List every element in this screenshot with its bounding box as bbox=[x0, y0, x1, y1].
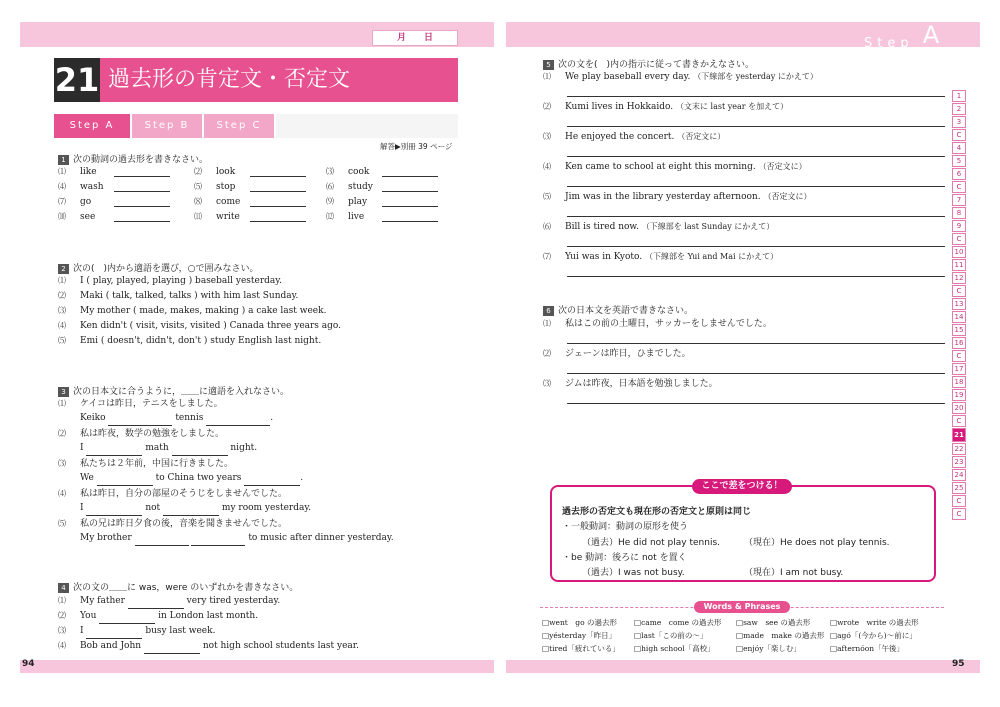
q3-english: My brother to music after dinner yesterday. bbox=[58, 531, 394, 546]
tip-headline: 過去形の否定文も現在形の否定文と原則は同じ bbox=[562, 507, 752, 517]
side-tab[interactable]: 23 bbox=[952, 456, 966, 468]
q2-list bbox=[58, 273, 341, 348]
q1-item: ⑴ like bbox=[58, 166, 170, 177]
q3-english: I not my room yesterday. bbox=[58, 501, 394, 516]
tip-example-past: （過去）I was not busy. bbox=[582, 568, 685, 578]
tip-bullet-be-verb: ・be 動詞：後ろに not を置く bbox=[562, 553, 687, 563]
word-item: □went go の過去形 bbox=[542, 618, 617, 627]
word-item: □yésterday「昨日」 bbox=[542, 631, 617, 640]
q1-item: ⑺ go bbox=[58, 196, 170, 207]
q1-item: ⑹ study bbox=[326, 181, 438, 192]
answer-line[interactable] bbox=[567, 246, 945, 247]
q3-english: We to China two years . bbox=[58, 471, 394, 486]
answer-blank[interactable] bbox=[250, 211, 306, 222]
word-item: □made make の過去形 bbox=[736, 631, 825, 640]
q1-header bbox=[58, 152, 208, 165]
q1-item: ⑻ come bbox=[194, 196, 306, 207]
lesson-title-banner bbox=[54, 58, 458, 102]
q1-item: ⑽ see bbox=[58, 211, 170, 222]
side-tab[interactable]: 20 bbox=[952, 402, 966, 414]
answer-blank[interactable] bbox=[206, 415, 270, 426]
side-tab[interactable]: 16 bbox=[952, 337, 966, 349]
side-tab[interactable]: C bbox=[952, 285, 966, 297]
side-tab[interactable]: 15 bbox=[952, 324, 966, 336]
q2-instruction: 次の( )内から適語を選び，○で囲みなさい。 bbox=[73, 264, 259, 274]
answer-blank[interactable] bbox=[250, 196, 306, 207]
q5-list bbox=[543, 69, 943, 284]
q1-item: ⑿ live bbox=[326, 211, 438, 222]
q5-item: ⑷ Ken came to school at eight this morning. （否定文に） bbox=[543, 162, 807, 172]
side-tab[interactable]: 13 bbox=[952, 298, 966, 310]
lesson-number-box: 21 bbox=[54, 58, 100, 102]
side-tab-current[interactable]: 21 bbox=[952, 428, 966, 442]
q3-japanese: ⑵ 私は昨夜，数学の勉強をしました。 bbox=[58, 429, 225, 439]
answer-line[interactable] bbox=[567, 216, 945, 217]
q6-number: 6 bbox=[543, 306, 554, 316]
answer-blank[interactable] bbox=[191, 535, 245, 546]
q1-instruction: 次の動詞の過去形を書きなさい。 bbox=[73, 155, 209, 165]
q1-item: ⑾ write bbox=[194, 211, 306, 222]
q2-number: 2 bbox=[58, 264, 69, 274]
q1-item: ⑷ wash bbox=[58, 181, 170, 192]
answer-line[interactable] bbox=[567, 373, 945, 374]
side-tab[interactable]: 9 bbox=[952, 220, 966, 232]
side-tab[interactable]: 18 bbox=[952, 376, 966, 388]
step-a-tab[interactable]: Step A bbox=[54, 114, 130, 138]
right-page-number: 95 bbox=[952, 659, 965, 669]
word-item: □wrote write の過去形 bbox=[830, 618, 919, 627]
q5-item: ⑺ Yui was in Kyoto. （下線部を Yui and Mai にかえて） bbox=[543, 252, 779, 262]
side-tab[interactable]: 8 bbox=[952, 207, 966, 219]
q3-english: I math night. bbox=[58, 441, 394, 456]
q4-item: ⑴ My father very tired yesterday. bbox=[58, 593, 359, 608]
word-item: □tired「疲れている」 bbox=[542, 644, 620, 653]
word-item: □enjóy「楽しむ」 bbox=[736, 644, 801, 653]
q3-list bbox=[58, 396, 394, 546]
left-footer-bar bbox=[20, 660, 494, 673]
answer-line[interactable] bbox=[567, 276, 945, 277]
q4-list bbox=[58, 593, 359, 653]
date-box bbox=[372, 30, 458, 46]
left-page-number: 94 bbox=[22, 659, 35, 669]
answer-line[interactable] bbox=[567, 126, 945, 127]
word-item: □saw see の過去形 bbox=[736, 618, 811, 627]
side-tab[interactable]: 19 bbox=[952, 389, 966, 401]
side-tab[interactable]: C bbox=[952, 181, 966, 193]
q4-header bbox=[58, 580, 298, 593]
tip-bullet-general-verb: ・一般動詞：動詞の原形を使う bbox=[562, 522, 689, 532]
words-title: Words & Phrases bbox=[694, 601, 790, 613]
answer-line[interactable] bbox=[567, 343, 945, 344]
side-tab[interactable]: 22 bbox=[952, 443, 966, 455]
answer-blank[interactable] bbox=[382, 211, 438, 222]
answer-blank[interactable] bbox=[97, 475, 153, 486]
side-tab[interactable]: 10 bbox=[952, 246, 966, 258]
side-tab[interactable]: 1 bbox=[952, 90, 966, 102]
side-tab[interactable]: 17 bbox=[952, 363, 966, 375]
q4-number: 4 bbox=[58, 583, 69, 593]
tip-example-present: （現在）I am not busy. bbox=[744, 568, 844, 578]
step-b-tab[interactable]: Step B bbox=[132, 114, 202, 138]
word-item: □high school「高校」 bbox=[634, 644, 715, 653]
q6-item: ⑶ ジムは昨夜，日本語を勉強しました。 bbox=[543, 379, 718, 389]
q3-number: 3 bbox=[58, 387, 69, 397]
date-label: 月 日 bbox=[396, 33, 433, 43]
q1-item: ⑵ look bbox=[194, 166, 306, 177]
lesson-title: 過去形の肯定文・否定文 bbox=[108, 67, 351, 92]
q1-item: ⑸ stop bbox=[194, 181, 306, 192]
side-tab[interactable]: 2 bbox=[952, 103, 966, 115]
answer-blank[interactable] bbox=[144, 643, 200, 654]
answer-blank[interactable] bbox=[172, 445, 228, 456]
q1-item: ⑼ play bbox=[326, 196, 438, 207]
word-item: □agó「(今から)〜前に」 bbox=[830, 631, 917, 640]
answer-blank[interactable] bbox=[86, 445, 142, 456]
q5-item: ⑸ Jim was in the library yesterday afternoon. （否定文に） bbox=[543, 192, 812, 202]
q4-instruction: 次の文の＿＿に was，were のいずれかを書きなさい。 bbox=[73, 583, 299, 593]
q3-japanese: ⑸ 私の兄は昨日夕食の後，音楽を聞きませんでした。 bbox=[58, 519, 288, 529]
answer-blank[interactable] bbox=[114, 181, 170, 192]
q2-item[interactable]: ⑴ I ( play, played, playing ) baseball yesterday. bbox=[58, 276, 283, 286]
side-tab[interactable]: C bbox=[952, 233, 966, 245]
answer-blank[interactable] bbox=[114, 166, 170, 177]
q2-item[interactable]: ⑶ My mother ( made, makes, making ) a cake last week. bbox=[58, 306, 327, 316]
q4-item: ⑶ I busy last week. bbox=[58, 623, 359, 638]
q5-item: ⑹ Bill is tired now. （下線部を last Sunday にかえて） bbox=[543, 222, 775, 232]
q5-number: 5 bbox=[543, 60, 554, 70]
side-tab[interactable]: 5 bbox=[952, 155, 966, 167]
side-tab[interactable]: C bbox=[952, 508, 966, 520]
q3-japanese: ⑴ ケイコは昨日，テニスをしました。 bbox=[58, 399, 223, 409]
q3-english: Keiko tennis . bbox=[58, 411, 394, 426]
q6-instruction: 次の日本文を英語で書きなさい。 bbox=[558, 306, 694, 316]
answer-reference: 解答▶別冊 39 ページ bbox=[380, 142, 453, 151]
step-bar-rest bbox=[276, 114, 458, 138]
q6-list bbox=[543, 316, 943, 408]
answer-line[interactable] bbox=[567, 186, 945, 187]
q3-japanese: ⑷ 私は昨日，自分の部屋のそうじをしませんでした。 bbox=[58, 489, 288, 499]
q5-item: ⑴ We play baseball every day. （下線部を yesterday にかえて） bbox=[543, 72, 818, 82]
side-tab[interactable]: 3 bbox=[952, 116, 966, 128]
q3-instruction: 次の日本文に合うように，＿＿に適語を入れなさい。 bbox=[73, 387, 290, 397]
side-tab[interactable]: 12 bbox=[952, 272, 966, 284]
right-step-label: Step A bbox=[864, 21, 940, 51]
side-tab[interactable]: C bbox=[952, 129, 966, 141]
q5-item: ⑵ Kumi lives in Hokkaido. （文末に last year を加えて） bbox=[543, 102, 789, 112]
answer-blank[interactable] bbox=[108, 415, 172, 426]
tip-box bbox=[550, 481, 936, 582]
answer-blank[interactable] bbox=[382, 196, 438, 207]
side-tab[interactable]: 14 bbox=[952, 311, 966, 323]
q2-item[interactable]: ⑷ Ken didn't ( visit, visits, visited ) Canada three years ago. bbox=[58, 321, 342, 331]
answer-line[interactable] bbox=[567, 403, 945, 404]
q1-number: 1 bbox=[58, 155, 69, 165]
side-tab[interactable]: C bbox=[952, 495, 966, 507]
answer-blank[interactable] bbox=[382, 181, 438, 192]
answer-blank[interactable] bbox=[86, 505, 142, 516]
tip-example-past: （過去）He did not play tennis. bbox=[582, 538, 720, 548]
answer-blank[interactable] bbox=[114, 196, 170, 207]
side-tab[interactable]: 7 bbox=[952, 194, 966, 206]
right-footer-bar bbox=[506, 660, 980, 673]
q6-header bbox=[543, 303, 693, 316]
side-tab[interactable]: 11 bbox=[952, 259, 966, 271]
q1-item: ⑶ cook bbox=[326, 166, 438, 177]
word-item: □afternóon「午後」 bbox=[830, 644, 905, 653]
q2-item[interactable]: ⑸ Emi ( doesn't, didn't, don't ) study English last night. bbox=[58, 336, 322, 346]
side-tab[interactable]: C bbox=[952, 350, 966, 362]
q4-item: ⑵ You in London last month. bbox=[58, 608, 359, 623]
side-tab[interactable]: C bbox=[952, 415, 966, 427]
answer-blank[interactable] bbox=[250, 166, 306, 177]
answer-blank[interactable] bbox=[382, 166, 438, 177]
answer-line[interactable] bbox=[567, 156, 945, 157]
answer-line[interactable] bbox=[567, 96, 945, 97]
word-item: □came come の過去形 bbox=[634, 618, 722, 627]
tip-example-present: （現在）He does not play tennis. bbox=[744, 538, 890, 548]
side-tab[interactable]: 24 bbox=[952, 469, 966, 481]
side-tab[interactable]: 4 bbox=[952, 142, 966, 154]
q6-item: ⑴ 私はこの前の土曜日，サッカーをしませんでした。 bbox=[543, 319, 772, 329]
side-tab[interactable]: 6 bbox=[952, 168, 966, 180]
q5-instruction: 次の文を( )内の指示に従って書きかえなさい。 bbox=[558, 60, 755, 70]
q6-item: ⑵ ジェーンは昨日，ひまでした。 bbox=[543, 349, 691, 359]
word-item: □last「この前の〜」 bbox=[634, 631, 708, 640]
side-tab[interactable]: 25 bbox=[952, 482, 966, 494]
q1-grid bbox=[58, 166, 458, 226]
q3-japanese: ⑶ 私たちは２年前，中国に行きました。 bbox=[58, 459, 234, 469]
answer-blank[interactable] bbox=[244, 475, 300, 486]
q4-item: ⑷ Bob and John not high school students last year. bbox=[58, 638, 359, 653]
step-c-tab[interactable]: Step C bbox=[204, 114, 274, 138]
answer-blank[interactable] bbox=[250, 181, 306, 192]
answer-blank[interactable] bbox=[163, 505, 219, 516]
answer-blank[interactable] bbox=[135, 535, 189, 546]
tip-title: ここで差をつける！ bbox=[692, 479, 792, 494]
q2-item[interactable]: ⑵ Maki ( talk, talked, talks ) with him last Sunday. bbox=[58, 291, 299, 301]
q5-item: ⑶ He enjoyed the concert. （否定文に） bbox=[543, 132, 726, 142]
answer-blank[interactable] bbox=[114, 211, 170, 222]
